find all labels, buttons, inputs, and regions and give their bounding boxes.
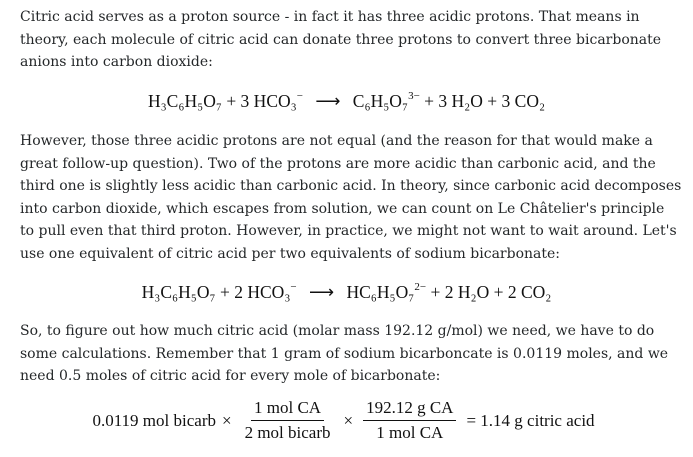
reactant-bicarbonate	[220, 282, 297, 302]
paragraph-intro: Citric acid serves as a proton source - in fact it has three acidic protons. That means in theory, each molecule of citric acid can donate three protons to convert three bicarbonate anions into carbon dioxide:	[20, 9, 662, 71]
products-water-co2: + 2 H₂O + 2 CO₂	[430, 282, 552, 302]
molar-mass-fraction	[363, 398, 456, 443]
stoichiometry-calculation	[0, 398, 693, 443]
product-citrate-text: C₆H₅O₇	[352, 91, 409, 111]
bicarbonate-charge: −	[296, 90, 303, 102]
reaction-arrow-icon: ⟶	[315, 91, 341, 111]
mole-ratio-fraction	[242, 398, 334, 443]
product-hydrogen-citrate-text: HC₆H₅O₇	[346, 282, 415, 302]
multiply-sign: ×	[343, 410, 354, 430]
reactant-citric-acid: H₃C₆H₅O₇	[147, 91, 222, 111]
products-water-co2: + 3 H₂O + 3 CO₂	[424, 91, 546, 111]
equation-full-neutralization	[0, 91, 693, 112]
reactant-bicarbonate-text: + 2 HCO₃	[220, 282, 291, 302]
calc-result: = 1.14 g citric acid	[466, 410, 595, 430]
multiply-sign: ×	[221, 410, 232, 430]
equation-partial-neutralization	[0, 282, 693, 303]
citrate-charge: 3−	[408, 90, 420, 102]
paragraph-calculation-intro: So, to figure out how much citric acid (molar mass 192.12 g/mol) we need, we have to do some calculations. Remember that 1 gram of sodium bicarboncate is 0.0119 moles, and we need 0.5 moles of citric acid for every mole of bicarbonate:	[20, 323, 669, 385]
fraction-denominator: 1 mol CA	[376, 423, 444, 442]
paragraph-explanation: However, those three acidic protons are not equal (and the reason for that would make a great follow-up question). Two of the protons are more acidic than carbonic acid, and the third one is slightly less acidic than carbonic acid. In theory, since carbonic acid decomposes into carbon dioxide, which escapes from solution, we can count on Le Châtelier's principle to pull even that third proton. However, in practice, we might not want to wait around. Let's use one equivalent of citric acid per two equivalents of sodium bicarbonate:	[20, 133, 682, 262]
product-citrate	[353, 91, 420, 111]
hydrogen-citrate-charge: 2−	[414, 281, 427, 293]
reaction-arrow-icon: ⟶	[309, 282, 335, 302]
bicarbonate-charge: −	[290, 281, 297, 293]
reactant-bicarbonate-text: + 3 HCO₃	[226, 91, 297, 111]
fraction-numerator: 192.12 g CA	[363, 398, 456, 421]
fraction-numerator: 1 mol CA	[251, 398, 324, 421]
calc-lead-quantity: 0.0119 mol bicarb	[92, 410, 216, 430]
reactant-bicarbonate	[226, 91, 303, 111]
reactant-citric-acid: H₃C₆H₅O₇	[141, 282, 216, 302]
fraction-denominator: 2 mol bicarb	[244, 423, 331, 442]
product-hydrogen-citrate	[346, 282, 426, 302]
